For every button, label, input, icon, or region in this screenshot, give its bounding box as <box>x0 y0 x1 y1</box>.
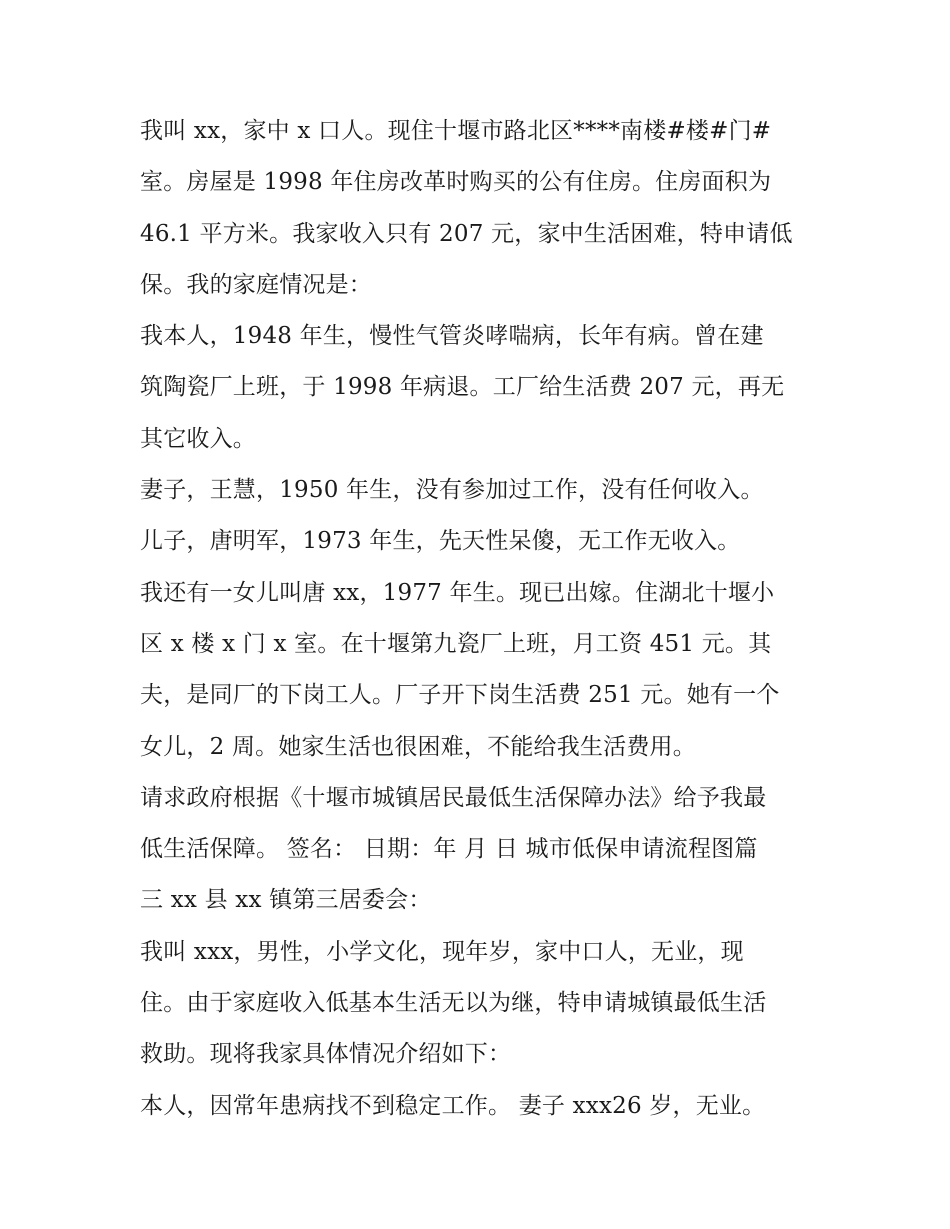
document-text <box>140 106 830 1132</box>
text-line: 救助。现将我家具体情况介绍如下： <box>140 1041 512 1068</box>
text-line: 三 xx 县 xx 镇第三居委会： <box>140 887 432 914</box>
text-line: 女儿，2 周。她家生活也很困难，不能给我生活费用。 <box>140 733 696 760</box>
text-line: 住。由于家庭收入低基本生活无以为继，特申请城镇最低生活 <box>140 990 767 1017</box>
text-line: 我叫 xx，家中 x 口人。现住十堰市路北区****南楼#楼#门# <box>140 118 772 144</box>
text-line: 儿子，唐明军，1973 年生，先天性呆傻，无工作无收入。 <box>140 528 741 555</box>
text-line: 其它收入。 <box>140 425 256 452</box>
text-line: 区 x 楼 x 门 x 室。在十堰第九瓷厂上班，月工资 451 元。其 <box>140 630 772 657</box>
text-line: 妻子，王慧，1950 年生，没有参加过工作，没有任何收入。 <box>140 477 764 504</box>
text-line: 保。我的家庭情况是： <box>140 271 372 298</box>
text-line: 筑陶瓷厂上班，于 1998 年病退。工厂给生活费 207 元，再无 <box>140 374 785 401</box>
text-line: 夫，是同厂的下岗工人。厂子开下岗生活费 251 元。她有一个 <box>140 682 780 709</box>
text-line: 室。房屋是 1998 年住房改革时购买的公有住房。住房面积为 <box>140 169 772 196</box>
text-line: 低生活保障。 签名： 日期：年 月 日 城市低保申请流程图篇 <box>140 836 758 863</box>
text-line: 本人，因常年患病找不到稳定工作。 妻子 xxx26 岁，无业。 <box>140 1092 766 1119</box>
text-line: 请求政府根据《十堰市城镇居民最低生活保障办法》给予我最 <box>140 784 767 811</box>
text-line: 我本人，1948 年生，慢性气管炎哮喘病，长年有病。曾在建 <box>140 323 764 350</box>
text-line: 我还有一女儿叫唐 xx，1977 年生。现已出嫁。住湖北十堰小 <box>140 579 775 606</box>
text-line: 46.1 平方米。我家收入只有 207 元，家中生活困难，特申请低 <box>140 220 793 247</box>
text-line: 我叫 xxx，男性，小学文化，现年岁，家中口人，无业，现 <box>140 938 744 965</box>
